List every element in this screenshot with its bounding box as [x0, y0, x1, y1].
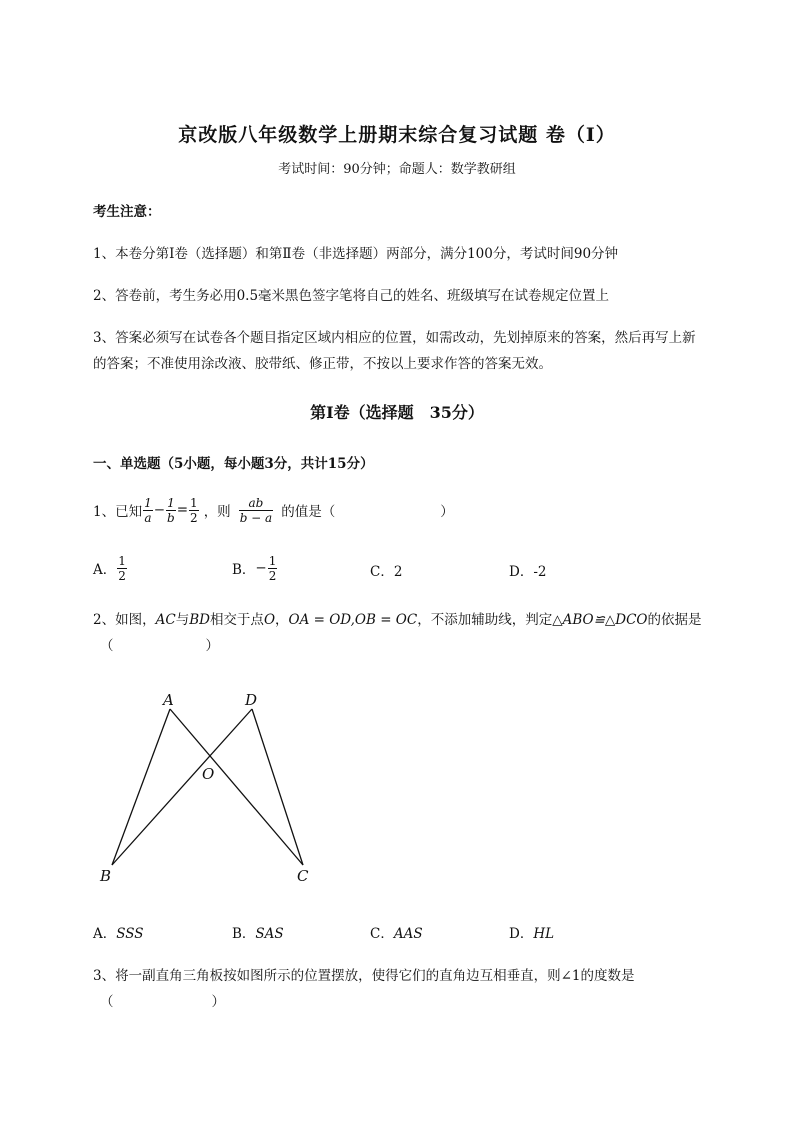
q2-segment-bd: BD	[189, 612, 210, 628]
label-d: D	[245, 691, 258, 709]
q1-mid: ，则	[203, 504, 231, 520]
q2-text: 相交于点	[209, 612, 264, 628]
q1-option-b[interactable]	[232, 550, 278, 586]
q1-suffix: 的值是（	[281, 504, 336, 520]
q1-fraction-3: $\frac{1}{2}$	[190, 495, 198, 525]
label-c: C	[297, 867, 309, 885]
q2-text: 与	[175, 612, 190, 628]
option-label: B．	[232, 926, 256, 942]
paren-open: （	[100, 994, 114, 1010]
segment-dc	[252, 709, 303, 865]
q2-option-c[interactable]	[370, 922, 423, 942]
question-3: 3、将一副直角三角板按如图所示的位置摆放，使得它们的直角边互相垂直，则∠1的度数是	[93, 968, 635, 984]
part-heading: 一、单选题（5小题，每小题3分，共计15分）	[93, 456, 374, 472]
q2-option-b[interactable]	[232, 922, 284, 942]
q1-option-a[interactable]	[93, 550, 128, 586]
q1-option-c[interactable]: C．2	[370, 564, 403, 580]
option-value: AAS	[393, 926, 423, 942]
q1-minus: −	[153, 502, 166, 518]
q3-answer-paren[interactable]	[100, 990, 225, 1010]
exam-subtitle: 考试时间：90分钟；命题人：数学教研组	[278, 162, 516, 177]
option-label: D．	[509, 926, 534, 942]
q1-close: ）	[440, 504, 454, 520]
page-title: 京改版八年级数学上册期末综合复习试题 卷（Ⅰ）	[178, 124, 616, 146]
q2-option-d[interactable]	[509, 922, 554, 942]
notice-heading: 考生注意：	[93, 204, 161, 220]
option-label: A．	[93, 926, 117, 942]
q1-fraction-4: $\frac{ab}{b - a}$	[239, 495, 273, 525]
q1-option-b-fraction: $\frac{1}{2}$	[268, 553, 277, 583]
label-a: A	[163, 691, 174, 709]
segment-ac	[170, 709, 303, 865]
q2-answer-paren[interactable]	[100, 634, 219, 654]
q1-option-d[interactable]: D．-2	[509, 564, 547, 580]
segment-ab	[112, 709, 170, 865]
q2-segment-ac: AC	[155, 612, 176, 628]
q1-fraction-1: $\frac{1}{a}$	[144, 495, 152, 525]
q2-text: ，	[275, 612, 289, 628]
q2-condition: OA = OD,OB = OC	[288, 612, 418, 628]
option-label: C．	[370, 926, 394, 942]
option-label: B．	[232, 562, 256, 578]
paren-close: ）	[211, 994, 225, 1010]
segment-db	[112, 709, 252, 865]
label-o: O	[202, 765, 215, 783]
question-2	[93, 608, 702, 628]
section-title: 第I卷（选择题 35分）	[310, 403, 484, 422]
q1-fraction-2: $\frac{1}{b}$	[167, 495, 175, 525]
q2-point-o: O	[263, 612, 276, 628]
q1-prefix: 1、已知	[93, 504, 143, 520]
q2-congruence: △ABO≌△DCO	[552, 612, 648, 628]
option-label: A．	[93, 562, 117, 578]
paren-close: ）	[205, 638, 219, 654]
q2-option-a[interactable]	[93, 922, 144, 942]
notice-item-1: 1、本卷分第I卷（选择题）和第Ⅱ卷（非选择题）两部分，满分100分，考试时间90分钟	[93, 246, 619, 262]
option-value: SSS	[116, 926, 144, 942]
q2-text: 2、如图，	[93, 612, 156, 628]
q1-option-a-fraction: $\frac{1}{2}$	[118, 553, 126, 583]
question-1	[93, 492, 454, 528]
option-value: SAS	[255, 926, 284, 942]
option-value: HL	[533, 926, 555, 942]
q1-eq: =	[176, 502, 189, 518]
notice-item-3: 3、答案必须写在试卷各个题目指定区域内相应的位置，如需改动，先划掉原来的答案，然后再写上新	[93, 330, 696, 346]
paren-open: （	[100, 638, 114, 654]
label-b: B	[100, 867, 112, 885]
notice-item-2: 2、答卷前，考生务必用0.5毫米黑色签字笔将自己的姓名、班级填写在试卷规定位置上	[93, 288, 610, 304]
option-sign: −	[255, 560, 267, 576]
notice-item-3-cont: 的答案；不准使用涂改液、胶带纸、修正带，不按以上要求作答的答案无效。	[93, 356, 552, 372]
q2-figure	[90, 685, 330, 890]
q2-text: 的依据是	[647, 612, 702, 628]
q2-text: ，不添加辅助线，判定	[417, 612, 553, 628]
